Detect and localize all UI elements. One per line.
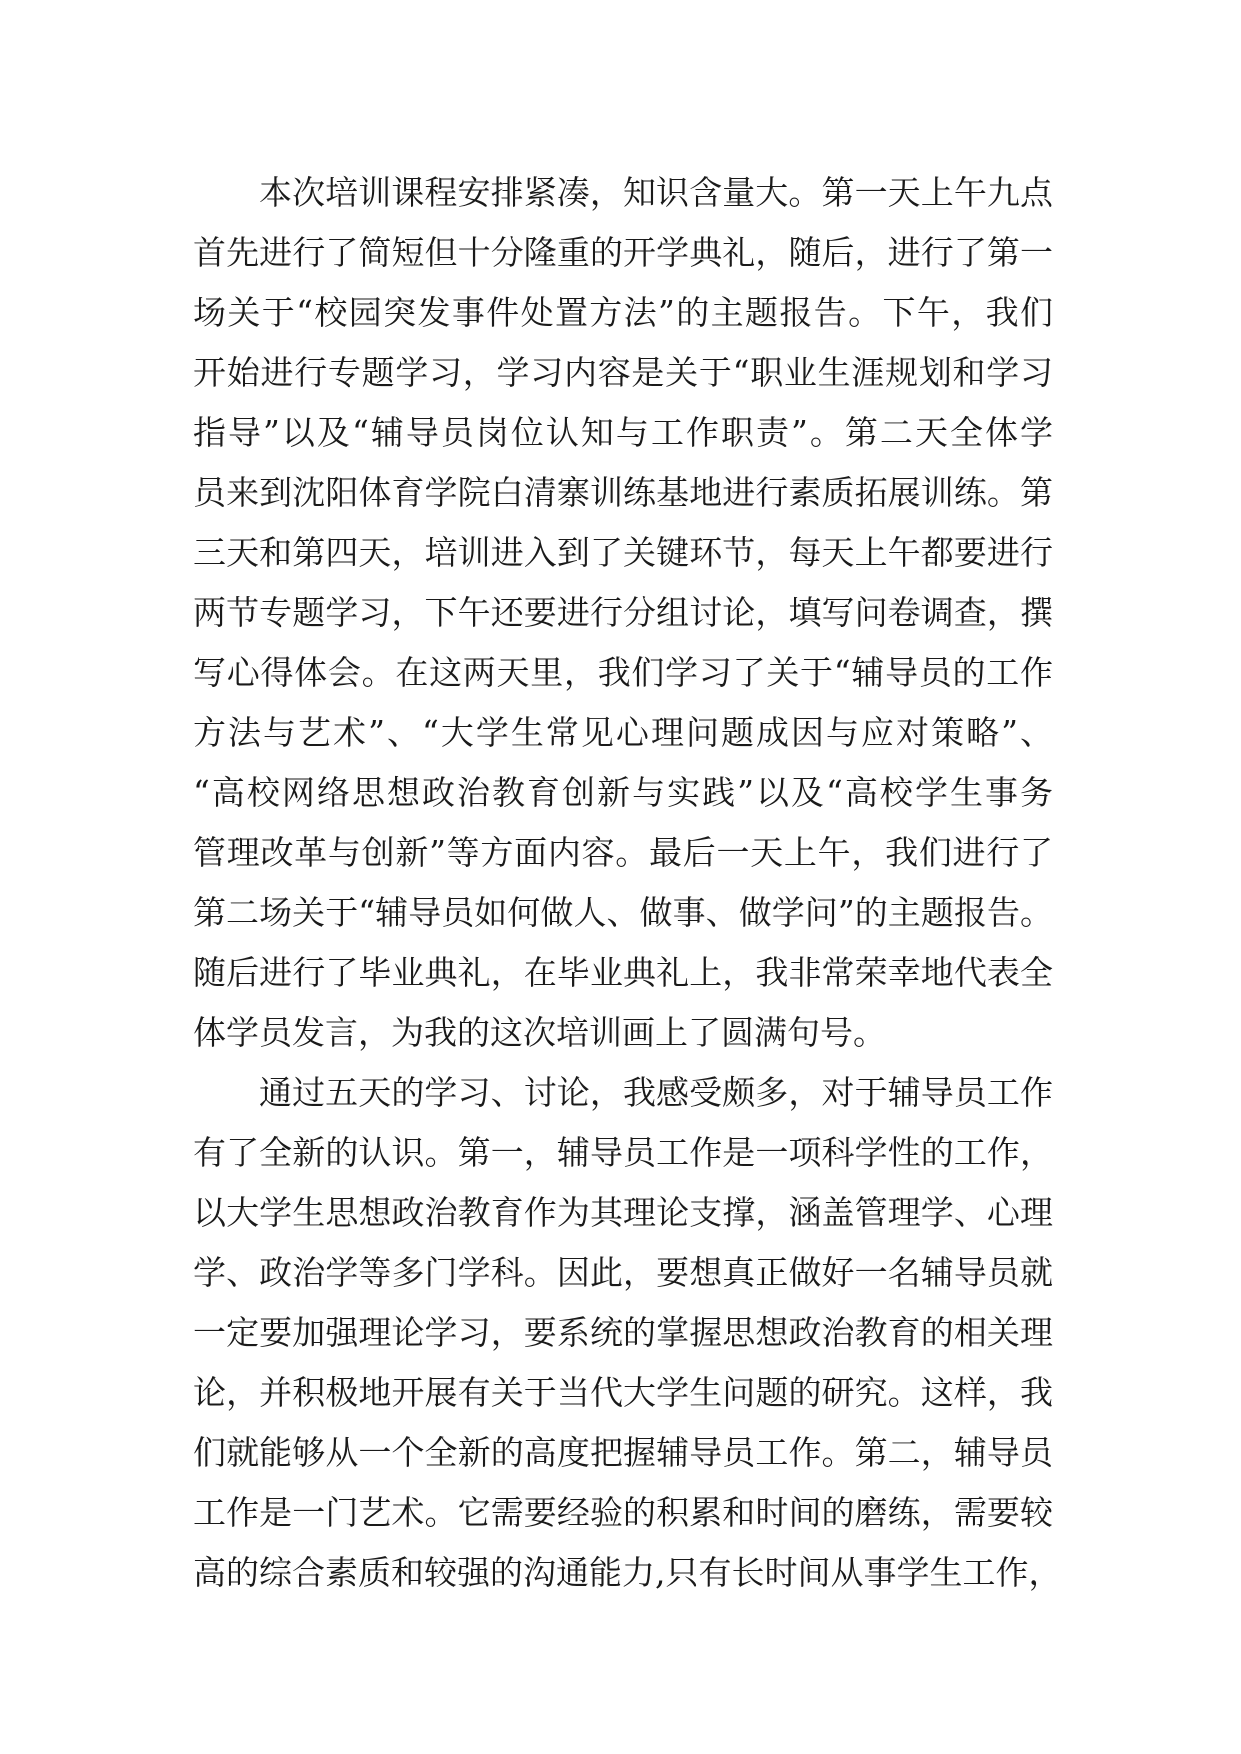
paragraph-2-line-5: 一定要加强理论学习，要系统的掌握思想政治教育的相关理 <box>193 1313 1053 1352</box>
paragraph-1-line-9: 写心得体会。在这两天里，我们学习了关于“辅导员的工作 <box>193 653 1053 692</box>
paragraph-1-line-2: 首先进行了简短但十分隆重的开学典礼，随后，进行了第一 <box>193 233 1053 272</box>
paragraph-2-line-4: 学、政治学等多门学科。因此，要想真正做好一名辅导员就 <box>193 1253 1053 1292</box>
paragraph-1-line-6: 员来到沈阳体育学院白清寨训练基地进行素质拓展训练。第 <box>193 473 1053 512</box>
paragraph-1-line-8: 两节专题学习，下午还要进行分组讨论，填写问卷调查，撰 <box>193 593 1053 632</box>
body-text <box>193 163 1062 1603</box>
paragraph-1-line-14: 随后进行了毕业典礼，在毕业典礼上，我非常荣幸地代表全 <box>193 953 1053 992</box>
paragraph-2-line-8: 工作是一门艺术。它需要经验的积累和时间的磨练，需要较 <box>193 1493 1053 1532</box>
paragraph-1-line-1: 本次培训课程安排紧凑，知识含量大。第一天上午九点 <box>259 173 1053 212</box>
paragraph-1-line-4: 开始进行专题学习，学习内容是关于“职业生涯规划和学习 <box>193 353 1053 392</box>
paragraph-1-line-7: 三天和第四天，培训进入到了关键环节，每天上午都要进行 <box>193 533 1053 572</box>
paragraph-1-line-10: 方法与艺术”、“大学生常见心理问题成因与应对策略”、 <box>193 713 1053 752</box>
paragraph-1-line-12: 管理改革与创新”等方面内容。最后一天上午，我们进行了 <box>193 833 1053 872</box>
paragraph-1-line-3: 场关于“校园突发事件处置方法”的主题报告。下午，我们 <box>193 293 1053 332</box>
paragraph-2-line-7: 们就能够从一个全新的高度把握辅导员工作。第二，辅导员 <box>193 1433 1053 1472</box>
paragraph-1-line-11: “高校网络思想政治教育创新与实践”以及“高校学生事务 <box>193 773 1053 812</box>
paragraph-1-line-15: 体学员发言，为我的这次培训画上了圆满句号。 <box>193 1013 886 1052</box>
paragraph-2-line-6: 论，并积极地开展有关于当代大学生问题的研究。这样，我 <box>193 1373 1053 1412</box>
paragraph-1-line-13: 第二场关于“辅导员如何做人、做事、做学问”的主题报告。 <box>193 893 1053 932</box>
paragraph-1-line-5: 指导”以及“辅导员岗位认知与工作职责”。第二天全体学 <box>193 413 1053 452</box>
paragraph-2-line-3: 以大学生思想政治教育作为其理论支撑，涵盖管理学、心理 <box>193 1193 1053 1232</box>
paragraph-2-line-9: 高的综合素质和较强的沟通能力,只有长时间从事学生工作， <box>193 1553 1062 1592</box>
paragraph-2-line-1: 通过五天的学习、讨论，我感受颇多，对于辅导员工作 <box>259 1073 1053 1112</box>
paragraph-2-line-2: 有了全新的认识。第一，辅导员工作是一项科学性的工作， <box>193 1133 1053 1172</box>
